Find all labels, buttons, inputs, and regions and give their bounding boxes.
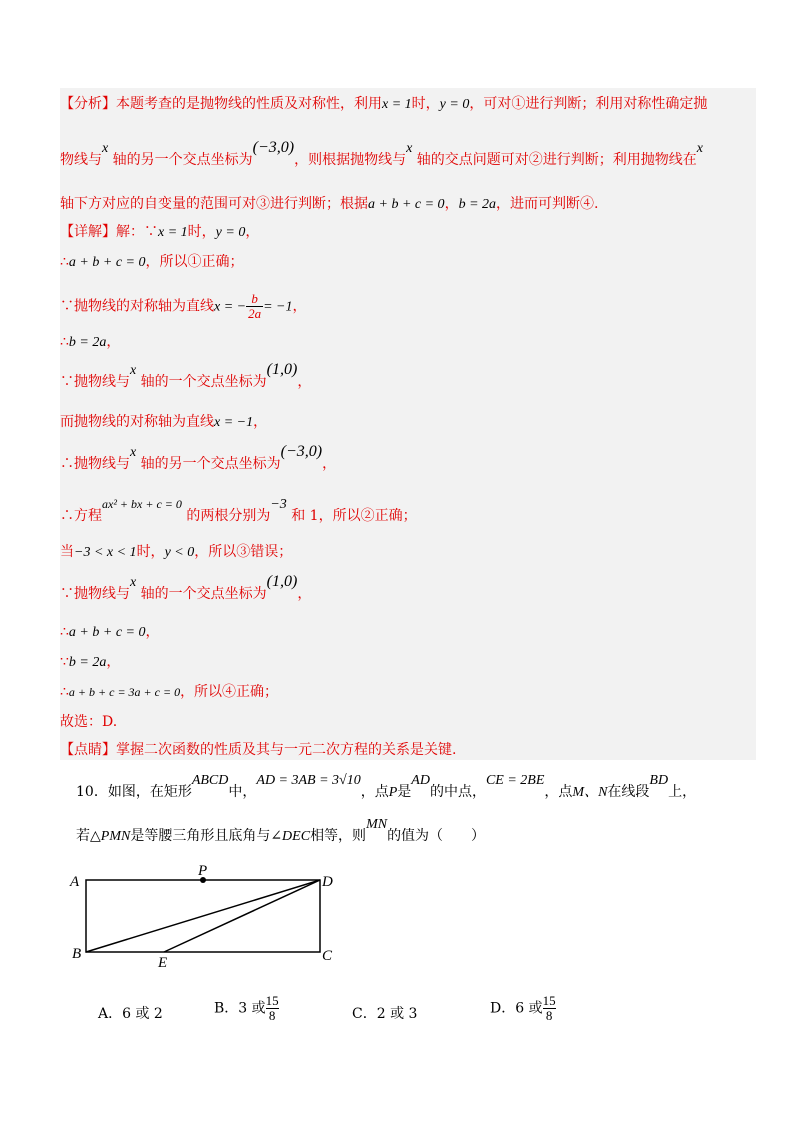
- detail-line-9: 当−3 < x < 1时，y < 0，所以③错误；: [60, 544, 293, 560]
- label-b: B: [72, 946, 82, 962]
- detail-line-4: ∴b = 2a，: [60, 334, 121, 350]
- detail-line-13: ∴a + b + c = 3a + c = 0，所以④正确；: [60, 684, 279, 700]
- tip-tag: 【点睛】: [60, 742, 116, 758]
- detail-line-2: ∴a + b + c = 0，所以①正确；: [60, 254, 244, 270]
- label-p: P: [198, 863, 208, 879]
- fraction-15-over-8: $\frac{15}{8}$: [542, 993, 556, 1023]
- option-b[interactable]: B．3 或 $\frac{15}{8}$: [214, 993, 279, 1023]
- option-a[interactable]: A．6 或 2: [98, 1006, 163, 1022]
- analysis-line-2: 物线与x 轴的另一个交点坐标为(−3,0)，则根据抛物线与x 轴的交点问题可对②进行判断；利用抛物线在x: [60, 139, 704, 168]
- detail-line-10: ∵抛物线与x 轴的一个交点坐标为(1,0)，: [60, 573, 312, 602]
- option-c[interactable]: C．2 或 3: [352, 1006, 418, 1022]
- rectangle-figure: [60, 860, 360, 970]
- detail-answer: 故选：D.: [60, 714, 118, 730]
- analysis-tag: 【分析】: [60, 96, 116, 112]
- detail-line-12: ∵b = 2a，: [60, 654, 121, 670]
- segment-ed: [164, 880, 320, 952]
- detail-line-3: ∵抛物线的对称轴为直线x = − $\frac{b}{2a}$ = −1，: [60, 291, 307, 321]
- question-line-1: 10．如图，在矩形ABCD中，AD = 3AB = 3√10，点P是AD的中点，CE = 2BE，点M、N在线段BD上，: [76, 773, 697, 800]
- segment-bd: [86, 880, 320, 952]
- question-line-2: 若△PMN是等腰三角形且底角与∠DEC相等，则MN的值为（ ）: [76, 817, 486, 844]
- label-d: D: [322, 874, 333, 890]
- detail-line-7: ∴抛物线与x 轴的另一个交点坐标为(−3,0)，: [60, 443, 337, 472]
- detail-tag: 【详解】: [60, 224, 116, 240]
- option-d[interactable]: D．6 或 $\frac{15}{8}$: [490, 993, 556, 1023]
- analysis-line-3: 轴下方对应的自变量的范围可对③进行判断；根据a + b + c = 0，b = 2a，进而可判断④.: [60, 196, 599, 212]
- label-a: A: [70, 874, 80, 890]
- detail-line-8: ∴方程ax² + bx + c = 0 的两根分别为−3 和 1，所以②正确；: [60, 497, 417, 524]
- detail-line-1: 【详解】解：∵x = 1时，y = 0，: [60, 224, 260, 240]
- detail-line-11: ∴a + b + c = 0，: [60, 624, 160, 640]
- analysis-line-1: 【分析】本题考查的是抛物线的性质及对称性，利用x = 1时，y = 0，可对①进行判断；利用对称性确定抛: [60, 96, 708, 112]
- fraction-b-over-2a: $\frac{b}{2a}$: [248, 291, 262, 321]
- detail-line-5: ∵抛物线与x 轴的一个交点坐标为(1,0)，: [60, 361, 312, 390]
- detail-tip: 【点睛】掌握二次函数的性质及其与一元二次方程的关系是关键.: [60, 742, 457, 758]
- label-e: E: [158, 955, 168, 970]
- detail-line-6: 而抛物线的对称轴为直线x = −1，: [60, 414, 268, 430]
- label-c: C: [322, 948, 333, 964]
- fraction-15-over-8: $\frac{15}{8}$: [265, 993, 279, 1023]
